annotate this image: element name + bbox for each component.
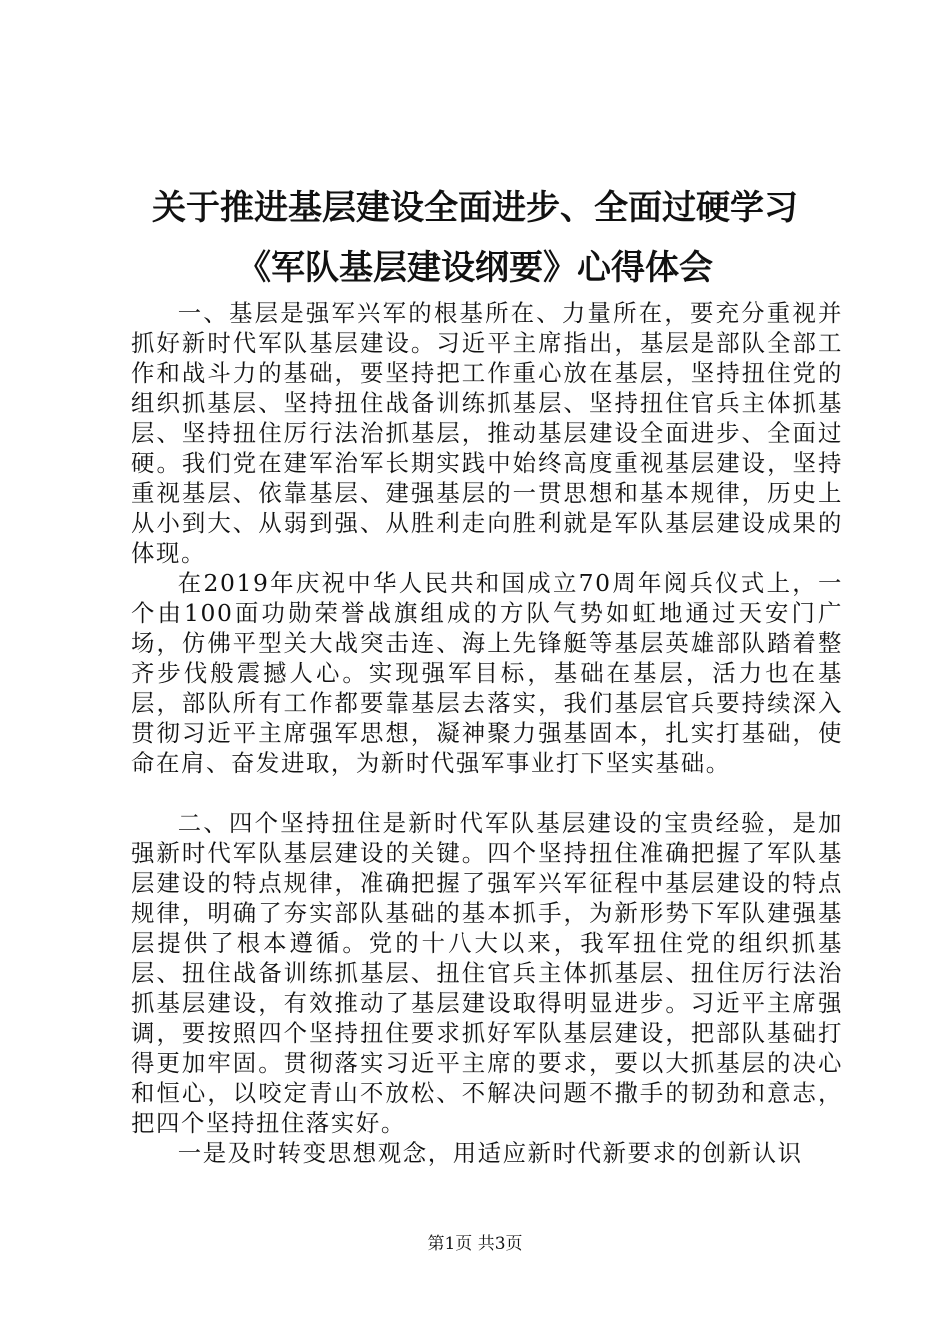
- paragraph-spacer: [131, 778, 843, 808]
- document-title-line-2: 《军队基层建设纲要》心得体会: [237, 248, 713, 288]
- paragraph-2: 在2019年庆祝中华人民共和国成立70周年阅兵仪式上，一个由100面功勋荣誉战旗组成的方队气势如虹地通过天安门广场，仿佛平型关大战突击连、海上先锋艇等基层英雄部队踏着整齐步伐般震撼人心。实现强军目标，基础在基层，活力也在基层，部队所有工作都要靠基层去落实，我们基层官兵要持续深入贯彻习近平主席强军思想，凝神聚力强基固本，扎实打基础，使命在肩、奋发进取，为新时代强军事业打下坚实基础。: [131, 569, 843, 777]
- page-number-footer: 第1页 共3页: [427, 1234, 523, 1254]
- paragraph-1: 一、基层是强军兴军的根基所在、力量所在，要充分重视并抓好新时代军队基层建设。习近平主席指出，基层是部队全部工作和战斗力的基础，要坚持把工作重心放在基层，坚持扭住党的组织抓基层、坚持扭住战备训练抓基层、坚持扭住官兵主体抓基层、坚持扭住厉行法治抓基层，推动基层建设全面进步、全面过硬。我们党在建军治军长期实践中始终高度重视基层建设，坚持重视基层、依靠基层、建强基层的一贯思想和基本规律，历史上从小到大、从弱到强、从胜利走向胜利就是军队基层建设成果的体现。: [131, 299, 843, 567]
- document-body: [131, 298, 843, 1168]
- paragraph-3: 二、四个坚持扭住是新时代军队基层建设的宝贵经验，是加强新时代军队基层建设的关键。四个坚持扭住准确把握了军队基层建设的特点规律，准确把握了强军兴军征程中基层建设的特点规律，明确了夯实部队基础的基本抓手，为新形势下军队建强基层提供了根本遵循。党的十八大以来，我军扭住党的组织抓基层、扭住战备训练抓基层、扭住官兵主体抓基层、扭住厉行法治抓基层建设，有效推动了基层建设取得明显进步。习近平主席强调，要按照四个坚持扭住要求抓好军队基层建设，把部队基础打得更加牢固。贯彻落实习近平主席的要求，要以大抓基层的决心和恒心，以咬定青山不放松、不解决问题不撒手的韧劲和意志，把四个坚持扭住落实好。: [131, 809, 843, 1137]
- paragraph-4: 一是及时转变思想观念，用适应新时代新要求的创新认识: [177, 1139, 803, 1167]
- document-title-line-1: 关于推进基层建设全面进步、全面过硬学习: [152, 188, 798, 228]
